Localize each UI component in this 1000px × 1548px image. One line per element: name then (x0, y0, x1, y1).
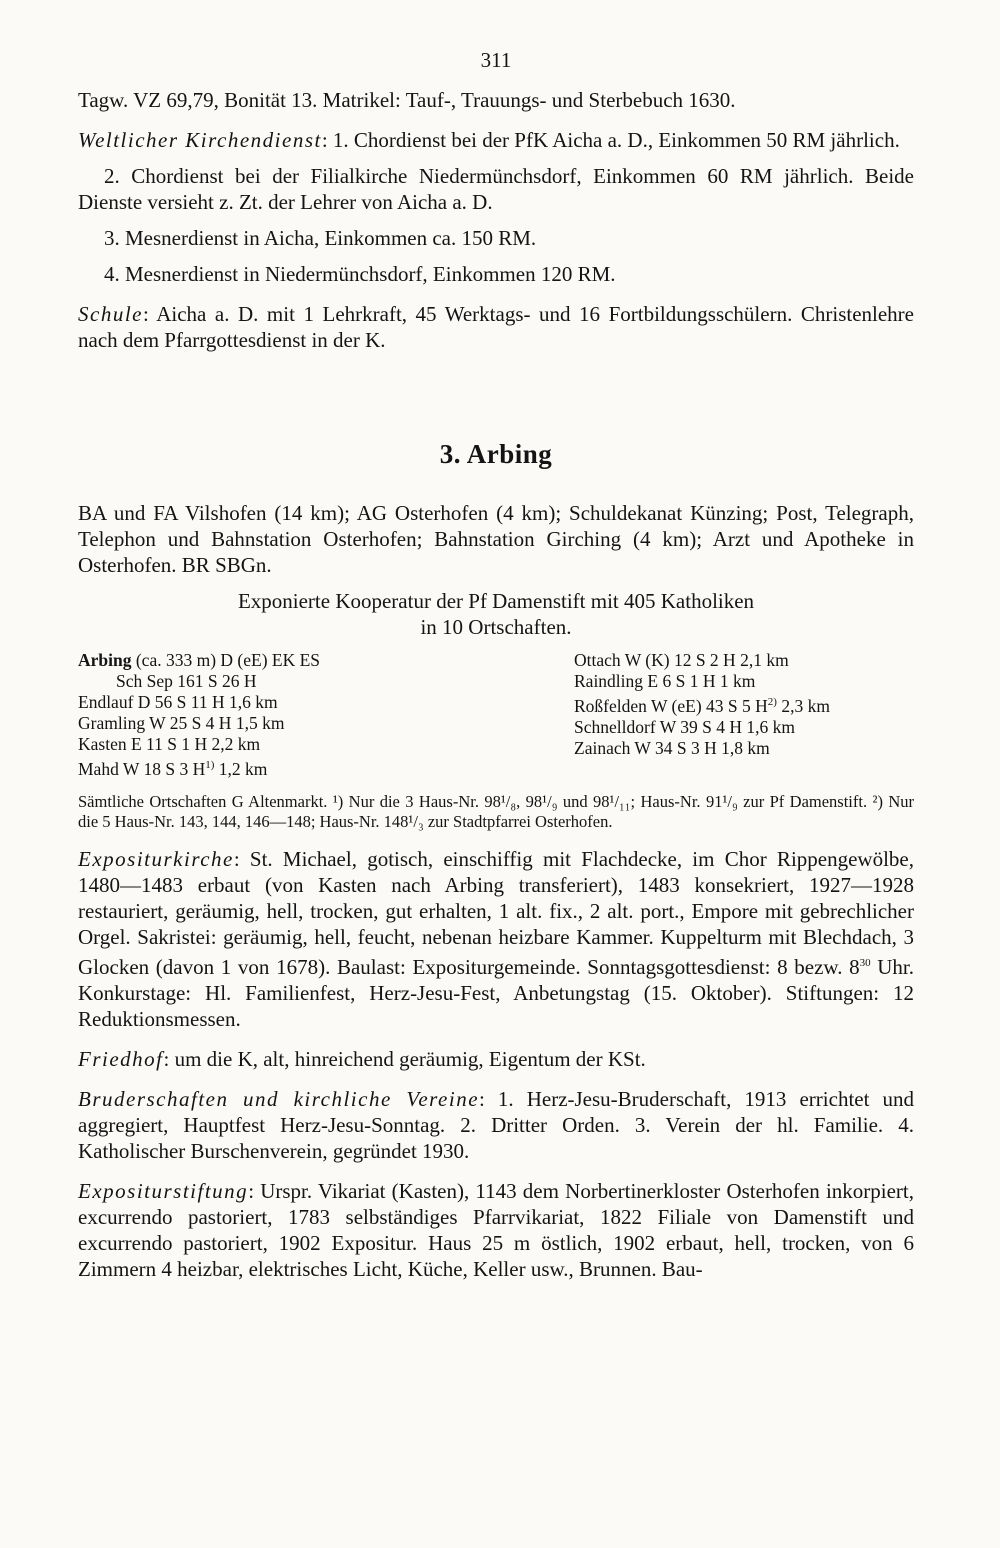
friedhof-paragraph (78, 1046, 914, 1072)
kooperatur-line-2: in 10 Ortschaften. (420, 615, 572, 639)
place-zainach: Zainach W 34 S 3 H 1,8 km (574, 737, 770, 758)
admin-paragraph: BA und FA Vilshofen (14 km); AG Osterhofen (4 km); Schuldekanat Künzing; Post, Telegraph, Telephon und Bahnstation Osterhofen; Bahnstation Girching (4 km); Arzt und Apotheke in Osterhofen. BR SBGn. (78, 501, 914, 577)
expositurstiftung-text: : Urspr. Vikariat (Kasten), 1143 dem Norbertinerkloster Osterhofen inkorpiert, excurrendo pastoriert, 1783 selbständiges Pfarrvikariat, 1822 Filiale von Damenstift und excurrendo pastoriert, 1902 Expositur. Haus 25 m östlich, 1902 erbaut, hell, trocken, von 6 Zimmern 4 heizbar, elektrisches Licht, Küche, Keller usw., Brunnen. Bau- (78, 1178, 914, 1281)
place-rossfelden-main: Roßfelden W (eE) 43 S 5 H (574, 695, 768, 716)
kirchendienst-item-4: 4. Mesnerdienst in Niedermünchsdorf, Einkommen 120 RM. (104, 262, 616, 286)
place-mahd-distance: 1,2 km (214, 758, 268, 779)
place-mahd (78, 755, 498, 780)
footnotes: Sämtliche Ortschaften G Altenmarkt. ¹) Nur die 3 Haus-Nr. 98¹/₈, 98¹/₉ und 98¹/₁₁; Haus-Nr. 91¹/₉ zur Pf Damenstift. ²) Nur die 5 Haus-Nr. 143, 144, 146—148; Haus-Nr. 148¹/₃ zur Stadtpfarrei Osterhofen. (78, 791, 914, 831)
place-gramling: Gramling W 25 S 4 H 1,5 km (78, 713, 285, 733)
friedhof-text: : um die K, alt, hinreichend geräumig, Eigentum der KSt. (163, 1046, 646, 1071)
places-table (78, 650, 914, 780)
place-arbing-name: Arbing (78, 650, 132, 670)
place-arbing (78, 650, 498, 671)
kirchendienst-paragraph (78, 127, 914, 153)
place-rossfelden-distance: 2,3 km (776, 695, 830, 716)
place-schnelldorf: Schnelldorf W 39 S 4 H 1,6 km (574, 716, 796, 737)
expositurkirche-label: Expositurkirche (78, 846, 234, 871)
friedhof-label: Friedhof (78, 1046, 164, 1071)
section-title: 3. Arbing (439, 439, 553, 469)
kirchendienst-item-1: : 1. Chordienst bei der PfK Aicha a. D., Einkommen 50 RM jährlich. (321, 128, 900, 152)
footnote-ref-2: 2) (767, 696, 777, 708)
schule-text: : Aicha a. D. mit 1 Lehrkraft, 45 Werktags- und 16 Fortbildungsschülern. Christenlehre nach dem Pfarrgottesdienst in der K. (78, 302, 914, 352)
schule-paragraph (78, 301, 914, 353)
places-right-column (574, 650, 914, 780)
footnote-ref-1: 1) (205, 759, 215, 771)
kirchendienst-label: Weltlicher Kirchendienst (78, 128, 322, 152)
kooperatur-line-1: Exponierte Kooperatur der Pf Damenstift mit 405 Katholiken (237, 589, 755, 613)
expositurkirche-text-a: : St. Michael, gotisch, einschiffig mit Flachdecke, im Chor Rippengewölbe, 1480—1483 erbaut (von Kasten nach Arbing transferiert), 1483 konsekriert, 1927—1928 restauriert, geräumig, hell, trocken, gut erhalten, 1 alt. fix., 2 alt. port., Empore mit gebrechlicher Orgel. Sakristei: geräumig, hell, feucht, nebenan heizbare Kammer. Kuppelturm mit Blechdach, 3 Glocken (davon 1 von 1678). Baulast: Expositurgemeinde. Sonntagsgottesdienst: 8 bezw. 8 (78, 846, 914, 979)
expositurkirche-time-sup: 30 (859, 956, 871, 969)
expositurstiftung-label: Expositurstiftung (78, 1178, 249, 1203)
place-kasten: Kasten E 11 S 1 H 2,2 km (78, 734, 261, 754)
schule-label: Schule (78, 302, 143, 326)
place-arbing-details: (ca. 333 m) D (eE) EK ES (131, 650, 321, 670)
bruderschaften-label: Bruderschaften und kirchliche Vereine (78, 1086, 480, 1111)
kirchendienst-item-3: 3. Mesnerdienst in Aicha, Einkommen ca. 150 RM. (104, 226, 537, 250)
place-endlauf: Endlauf D 56 S 11 H 1,6 km (78, 692, 278, 712)
expositurkirche-paragraph (78, 846, 914, 1032)
place-mahd-main: Mahd W 18 S 3 H (78, 758, 206, 779)
place-raindling: Raindling E 6 S 1 H 1 km (574, 671, 756, 691)
kooperatur-info (78, 588, 914, 640)
page-number: 311 (480, 48, 512, 72)
expositurstiftung-paragraph (78, 1178, 914, 1282)
place-arbing-continued: Sch Sep 161 S 26 H (116, 671, 257, 691)
kirchendienst-item-2: 2. Chordienst bei der Filialkirche Niedermünchsdorf, Einkommen 60 RM jährlich. Beide Dienste versieht z. Zt. der Lehrer von Aicha a. D. (78, 164, 914, 214)
intro-paragraph: Tagw. VZ 69,79, Bonität 13. Matrikel: Tauf-, Trauungs- und Sterbebuch 1630. (78, 88, 736, 112)
place-ottach: Ottach W (K) 12 S 2 H 2,1 km (574, 650, 789, 670)
place-rossfelden (574, 692, 914, 717)
expositurkirche-text-b: Uhr. Konkurstage: Hl. Familienfest, Herz-Jesu-Fest, Anbetungstag (15. Oktober). Stiftungen: 12 Reduktionsmessen. (78, 954, 915, 1031)
bruderschaften-text: : 1. Herz-Jesu-Bruderschaft, 1913 errichtet und aggregiert, Hauptfest Herz-Jesu-Sonntag. 2. Dritter Orden. 3. Verein der hl. Familie. 4. Katholischer Burschenverein, gegründet 1930. (78, 1086, 914, 1163)
places-left-column (78, 650, 498, 780)
bruderschaften-paragraph (78, 1086, 914, 1164)
